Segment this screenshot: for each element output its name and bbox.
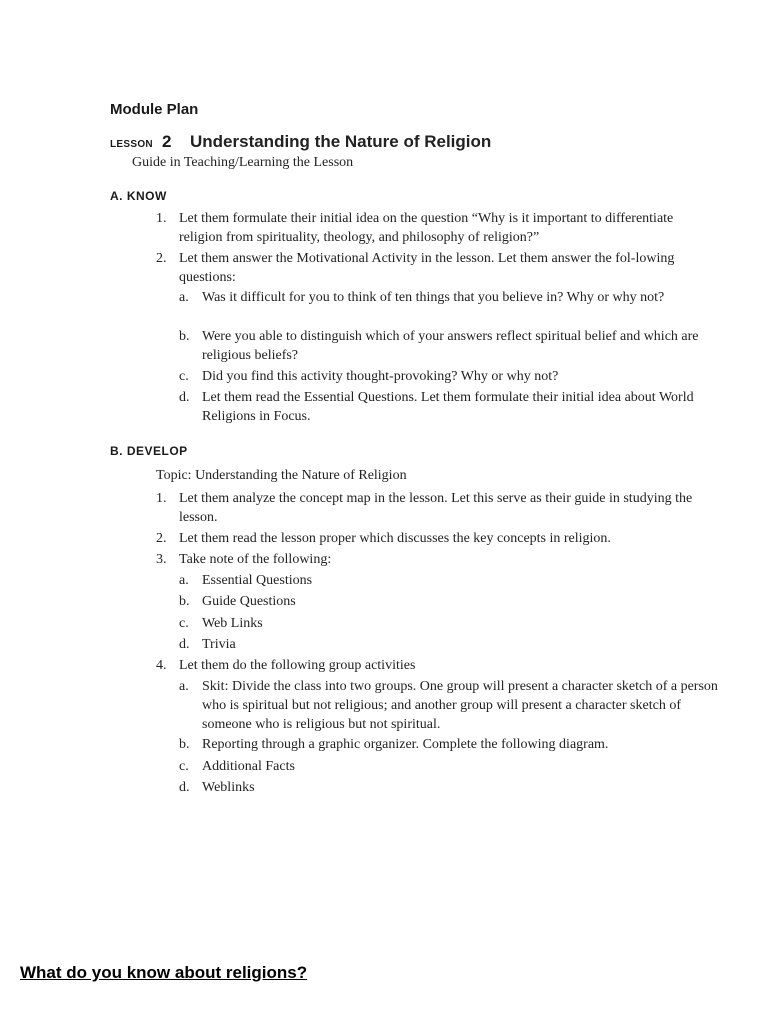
lesson-number: 2 xyxy=(162,132,172,151)
list-item xyxy=(156,209,736,249)
item-number: 2. xyxy=(156,251,167,266)
item-number: 2. xyxy=(156,531,167,546)
list-item xyxy=(156,529,736,549)
item-text: Let them read the lesson proper which discusses the key concepts in religion. xyxy=(179,531,611,546)
list-subitem xyxy=(179,388,739,428)
subitem-letter: c. xyxy=(179,759,189,774)
item-number: 3. xyxy=(156,552,167,567)
subitem-letter: b. xyxy=(179,594,190,609)
list-item xyxy=(156,249,736,289)
list-subitem xyxy=(179,635,739,655)
subitem-letter: b. xyxy=(179,329,190,344)
subitem-text: Essential Questions xyxy=(202,573,313,588)
subitem-letter: d. xyxy=(179,637,190,652)
section-develop-heading: B. DEVELOP xyxy=(110,444,188,458)
list-subitem xyxy=(179,614,739,634)
subitem-text: Skit: Divide the class into two groups. One group will present a character sketch of a person who is spiritual but not religious; and another group will present a character sketch of someone who is religious but not spiritual. xyxy=(202,679,718,732)
subitem-text: Web Links xyxy=(202,616,263,631)
guide-subtitle: Guide in Teaching/Learning the Lesson xyxy=(132,155,354,170)
subitem-letter: d. xyxy=(179,780,190,795)
subitem-text: Was it difficult for you to think of ten things that you believe in? Why or why not? xyxy=(202,290,665,305)
section-know-heading: A. KNOW xyxy=(110,189,167,203)
list-subitem xyxy=(179,571,739,591)
item-text: Let them analyze the concept map in the lesson. Let this serve as their guide in studying the lesson. xyxy=(179,491,693,525)
subitem-letter: c. xyxy=(179,369,189,384)
subitem-letter: d. xyxy=(179,390,190,405)
subitem-text: Trivia xyxy=(202,637,236,652)
list-subitem xyxy=(179,677,739,735)
item-text: Let them formulate their initial idea on the question “Why is it important to differentiate religion from spirituality, theology, and philosophy of religion?” xyxy=(179,211,674,245)
subitem-text: Let them read the Essential Questions. Let them formulate their initial idea about World Religions in Focus. xyxy=(202,390,694,424)
item-number: 4. xyxy=(156,658,167,673)
subitem-letter: a. xyxy=(179,573,189,588)
list-subitem xyxy=(179,327,739,367)
lesson-label: LESSON xyxy=(110,139,153,150)
list-subitem xyxy=(179,367,739,387)
item-number: 1. xyxy=(156,211,167,226)
list-item xyxy=(156,656,736,676)
module-title: Module Plan xyxy=(110,101,199,118)
subitem-text: Were you able to distinguish which of your answers reflect spiritual belief and which are religious beliefs? xyxy=(202,329,699,363)
lesson-title: Understanding the Nature of Religion xyxy=(190,132,492,151)
subitem-text: Weblinks xyxy=(202,780,255,795)
item-text: Let them answer the Motivational Activity in the lesson. Let them answer the fol-lowing questions: xyxy=(179,251,675,285)
list-subitem xyxy=(179,778,739,798)
item-text: Take note of the following: xyxy=(179,552,332,567)
bottom-question-heading: What do you know about religions? xyxy=(20,963,308,982)
list-subitem xyxy=(179,757,739,777)
item-number: 1. xyxy=(156,491,167,506)
subitem-letter: a. xyxy=(179,290,189,305)
subitem-letter: a. xyxy=(179,679,189,694)
list-subitem xyxy=(179,735,739,755)
develop-topic: Topic: Understanding the Nature of Religion xyxy=(156,468,407,483)
list-subitem xyxy=(179,592,739,612)
subitem-text: Additional Facts xyxy=(202,759,295,774)
list-subitem xyxy=(179,288,739,328)
list-item xyxy=(156,489,736,529)
subitem-letter: b. xyxy=(179,737,190,752)
subitem-text: Did you find this activity thought-provoking? Why or why not? xyxy=(202,369,559,384)
subitem-letter: c. xyxy=(179,616,189,631)
item-text: Let them do the following group activities xyxy=(179,658,416,673)
list-item xyxy=(156,550,736,570)
subitem-text: Reporting through a graphic organizer. Complete the following diagram. xyxy=(202,737,609,752)
subitem-text: Guide Questions xyxy=(202,594,296,609)
